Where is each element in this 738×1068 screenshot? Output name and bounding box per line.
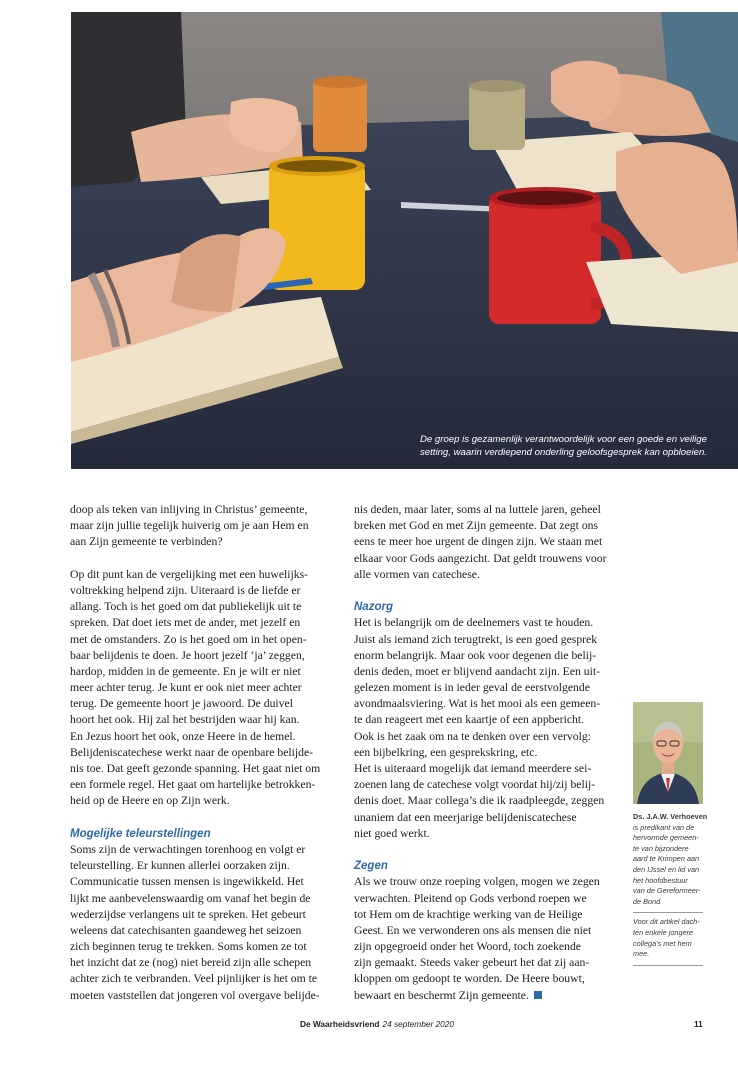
text-line-content: met de omstanders. Zo is het goed om in het open- — [70, 632, 307, 646]
text-line — [354, 810, 616, 826]
sidebar-line: de Bond. — [633, 896, 663, 906]
text-line-content: weleens dat catechisanten gaandeweg het seizoen — [70, 923, 302, 937]
text-line — [354, 891, 616, 907]
text-line — [354, 567, 616, 583]
text-line-content: niet goed werkt. — [354, 826, 430, 840]
text-line-content: maar zijn jullie tegelijk huiverig om je aan Hem en — [70, 519, 309, 533]
text-line-content: Ook is het zaak om na te denken over een vervolg: — [354, 729, 591, 743]
text-line — [354, 664, 616, 680]
text-line — [354, 874, 616, 890]
text-line-content: moeten vaststellen dat jongeren vol overgave belijde- — [70, 988, 320, 1002]
text-line-content: heid op de Heere en op Zijn werk. — [70, 794, 230, 808]
section-heading: Mogelijke teleurstellingen — [70, 827, 211, 840]
paragraph-gap — [354, 583, 616, 599]
text-line-content: Soms zijn de verwachtingen torenhoog en volgt er — [70, 842, 306, 856]
text-line — [70, 761, 326, 777]
text-line-content: denis deden, moet er blijvend aandacht zijn. Een uit- — [354, 664, 601, 678]
text-line — [354, 971, 616, 987]
text-line-content: Op dit punt kan de vergelijking met een huwelijks- — [70, 567, 309, 581]
text-line-content: achter zich te verbranden. Veel pijnlijker is het om te — [70, 972, 318, 986]
section-heading: Nazorg — [354, 601, 393, 614]
sidebar-line: van de Gereformeer- — [633, 886, 701, 896]
text-line-content: Als we trouw onze roeping volgen, mogen we zegen — [354, 875, 600, 889]
sidebar-line: collega’s met hem — [633, 938, 692, 948]
text-line — [70, 502, 326, 518]
text-line — [70, 664, 326, 680]
text-line-content: kloppen om gedoopt te worden. De Heere bouwt, — [354, 972, 585, 986]
prayer-group-illustration — [71, 12, 738, 469]
text-line-content: terug. De gemeente hoort je jawoord. De duivel — [70, 697, 293, 711]
sidebar-line: ten enkele jongere — [633, 927, 694, 937]
text-line-content: spreken. Dat doet iets met de ander, met jezelf en — [70, 616, 301, 630]
text-line — [70, 712, 326, 728]
text-line-content: het inzicht dat ze (nog) niet bereid zijn alle schepen — [70, 956, 312, 970]
text-line — [354, 745, 616, 761]
text-line-content: denis doet. Maar collega’s die ik raadpleegde, zeggen — [354, 794, 605, 808]
author-name: Ds. J.A.W. Verhoeven — [633, 812, 708, 821]
sidebar-line: den IJssel en lid van — [633, 864, 700, 874]
text-line — [70, 648, 326, 664]
text-line-content: alle vormen van catechese. — [354, 567, 480, 581]
text-line-content: een bijbelkring, een gesprekskring, etc. — [354, 745, 538, 759]
text-line — [354, 648, 616, 664]
page-footer — [300, 1019, 454, 1029]
text-line — [70, 729, 326, 745]
text-line-content: een formele regel. Het gaat om hartelijke betrokken- — [70, 778, 316, 792]
text-line-content: zijn opgegroeid onder het Woord, toch zoekende — [354, 940, 581, 954]
text-line-content: zijn gemaakt. Steeds vaker gebeurt het dat zij aan- — [354, 956, 590, 970]
text-line — [70, 923, 326, 939]
text-line-content: eens te meer hoe urgent de dingen zijn. We staan met — [354, 535, 603, 549]
text-line-content: verwachten. Pleitend op Gods verbond roepen we — [354, 891, 587, 905]
text-line — [354, 955, 616, 971]
text-line-content: Geest. En we verwonderen ons als mensen die niet — [354, 923, 592, 937]
text-line — [354, 907, 616, 923]
author-portrait — [633, 702, 703, 804]
text-line-content: zich beginnen terug te trekken. Soms komen ze tot — [70, 940, 307, 954]
text-line — [354, 988, 616, 1004]
text-line — [70, 599, 326, 615]
text-line-content: tot Hem om de krachtige werking van de Heilige — [354, 907, 583, 921]
text-line-content: Het is belangrijk om de deelnemers vast te houden. — [354, 616, 594, 630]
text-line — [70, 745, 326, 761]
text-line — [354, 826, 616, 842]
text-line-content: elkaar voor Gods aangezicht. Dat geldt trouwens voor — [354, 551, 607, 565]
text-line-content: te dan reageert met een kaartje of een appbericht. — [354, 713, 585, 727]
text-line — [70, 874, 326, 890]
paragraph-gap — [70, 810, 326, 826]
text-line-content: Communicatie tussen mensen is ingewikkeld. Het — [70, 875, 304, 889]
text-line-content: teleurstelling. Er kunnen allerlei oorzaken zijn. — [70, 859, 290, 873]
article-column-left — [70, 502, 326, 1004]
text-line — [70, 534, 326, 550]
text-line — [354, 551, 616, 567]
text-line-content: zoenen lang de catechese volgt voordat hij/zij belij- — [354, 778, 596, 792]
text-line-content: lijkt me aanbevelenswaardig om vanaf het begin de — [70, 891, 311, 905]
author-portrait-illustration — [633, 702, 703, 804]
sidebar-line: aard te Krimpen aan — [633, 854, 700, 864]
page-number: 11 — [694, 1019, 703, 1029]
text-line — [70, 567, 326, 583]
text-line-content: aan Zijn gemeente te verbinden? — [70, 535, 223, 549]
text-line — [354, 502, 616, 518]
text-line — [354, 632, 616, 648]
text-line — [354, 777, 616, 793]
magazine-name: De Waarheidsvriend — [300, 1019, 380, 1029]
text-line-content: allang. Toch is het goed om dat publiekelijk uit te — [70, 600, 302, 614]
text-line — [354, 939, 616, 955]
text-line-content: voltrekking helpend zijn. Uiteraard is de liefde er — [70, 583, 301, 597]
issue-date: 24 september 2020 — [382, 1019, 454, 1029]
text-line — [70, 680, 326, 696]
sidebar-line: Voor dit artikel dach- — [633, 917, 700, 927]
text-line — [70, 858, 326, 874]
text-line-content: baar belijdenis te doen. Je hoort jezelf ‘ja’ zeggen, — [70, 648, 305, 662]
photo-caption — [420, 433, 720, 459]
text-line — [70, 939, 326, 955]
text-line-content: enorm belangrijk. Maar ook voor degenen die belij- — [354, 648, 597, 662]
text-line — [354, 712, 616, 728]
text-line-content: wederzijdse verlangens uit te spreken. Het gebeurt — [70, 907, 306, 921]
text-line — [70, 891, 326, 907]
text-line — [70, 842, 326, 858]
text-line-content: gelezen moment is in ieder geval de eerstvolgende — [354, 681, 590, 695]
text-line — [354, 534, 616, 550]
text-line — [354, 518, 616, 534]
hero-photo — [71, 12, 738, 469]
sidebar-line: is predikant van de — [633, 822, 695, 832]
text-line — [354, 696, 616, 712]
text-line — [70, 518, 326, 534]
text-line — [354, 761, 616, 777]
text-line — [70, 971, 326, 987]
text-line — [70, 777, 326, 793]
text-line-content: nis deden, maar later, soms al na luttele jaren, geheel — [354, 503, 601, 516]
text-line — [70, 583, 326, 599]
text-line — [354, 923, 616, 939]
sidebar-line: het hoofdbestuur — [633, 875, 688, 885]
author-note — [633, 917, 705, 959]
text-line-content: Belijdeniscatechese werkt naar de openbare belijde- — [70, 745, 314, 759]
text-line — [354, 680, 616, 696]
text-line — [70, 955, 326, 971]
text-line-content: breken met God en met Zijn gemeente. Dat zegt ons — [354, 519, 599, 533]
text-line-content: bewaart en beschermt Zijn gemeente. — [354, 988, 529, 1002]
text-line — [354, 615, 616, 631]
sidebar-line: te van bijzondere — [633, 843, 689, 853]
end-of-article-square-icon — [534, 991, 542, 999]
text-line — [354, 793, 616, 809]
author-bio — [633, 812, 708, 970]
divider — [633, 965, 703, 966]
text-line-content: Juist als iemand zich terugtrekt, is een goed gesprek — [354, 632, 598, 646]
sidebar-line: mee. — [633, 949, 650, 959]
text-line-content: hoort het ook. Hij zal het bestrijden waar hij kan. — [70, 713, 300, 727]
text-line — [354, 729, 616, 745]
text-line-content: hardop, midden in de gemeente. En je wilt er niet — [70, 664, 301, 678]
paragraph-gap — [70, 551, 326, 567]
text-line-content: doop als teken van inlijving in Christus’ gemeente, — [70, 503, 308, 516]
text-line-content: nis toe. Dat geeft gezonde spanning. Het gaat niet om — [70, 762, 321, 775]
text-line-content: unaniem dat een meerjarige belijdeniscatechese — [354, 810, 577, 824]
text-line-content: avondmaalsviering. Wat is het mooi als een gemeen- — [354, 697, 601, 711]
paragraph-gap — [354, 842, 616, 858]
text-line-content: Het is uiteraard mogelijk dat iemand meerdere sei- — [354, 762, 592, 775]
article-column-right — [354, 502, 616, 1004]
text-line — [70, 988, 326, 1004]
caption-line: De groep is gezamenlijk verantwoordelijk voor een goede en veilige — [420, 434, 707, 445]
author-bio-text — [633, 823, 705, 908]
text-line-content: En Jezus hoort het ook, onze Heere in de hemel. — [70, 729, 296, 743]
text-line — [70, 615, 326, 631]
text-line — [70, 907, 326, 923]
text-line — [70, 632, 326, 648]
divider — [633, 912, 703, 913]
sidebar-line: hervormde gemeen- — [633, 833, 699, 843]
section-heading: Zegen — [354, 860, 388, 873]
text-line-content: meer achter terug. Je kunt er ook niet meer achter — [70, 681, 302, 695]
caption-line: setting, waarin verdiepend onderling geloofsgesprek kan opbloeien. — [420, 447, 707, 458]
text-line — [70, 793, 326, 809]
text-line — [70, 696, 326, 712]
